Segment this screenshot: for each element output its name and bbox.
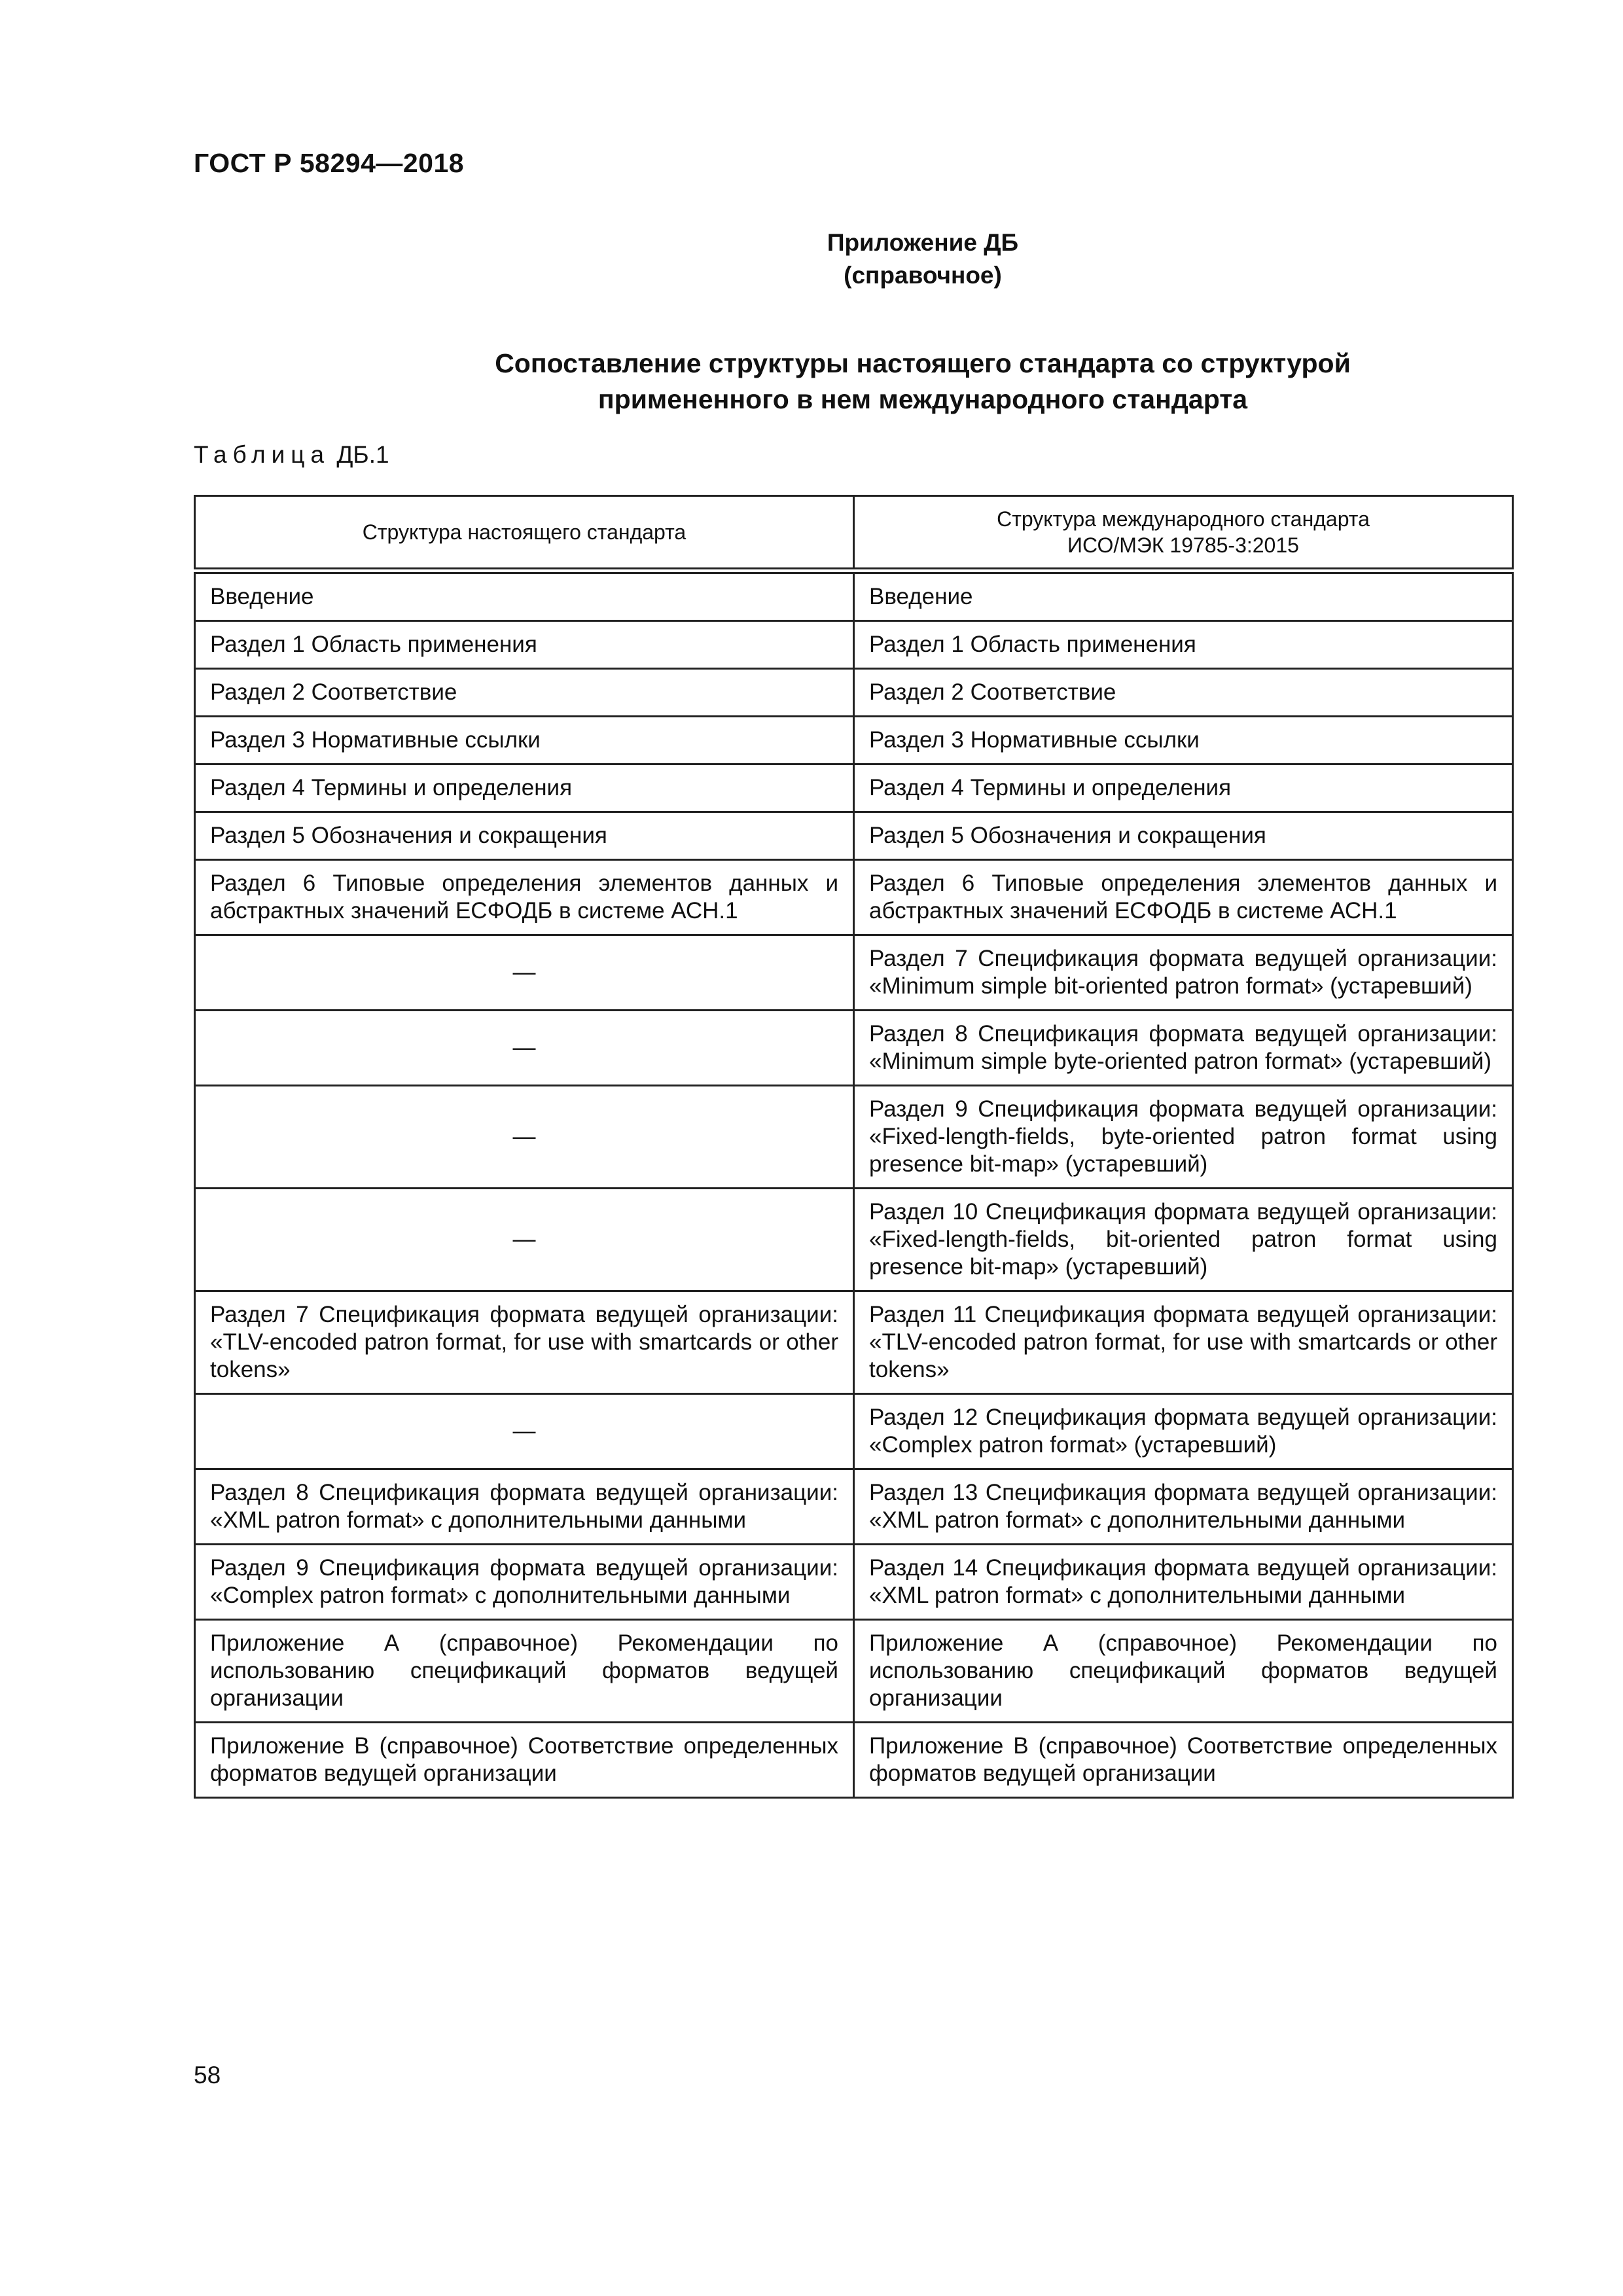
annex-subtitle: (справочное): [844, 262, 1002, 289]
cell-national: Раздел 7 Спецификация формата ведущей организации: «TLV-encoded patron format, for use with smartcards or other tokens»: [195, 1291, 854, 1394]
document-title: [0, 346, 1623, 418]
table-row: [195, 669, 1513, 717]
cell-national: Раздел 2 Соответствие: [195, 669, 854, 717]
cell-international: Раздел 8 Спецификация формата ведущей организации: «Minimum simple byte-oriented patron format» (устаревший): [854, 1011, 1513, 1086]
cell-national-empty: —: [195, 1394, 854, 1469]
table-row: [195, 1394, 1513, 1469]
column-header-international-line-2: ИСО/МЭК 19785-3:2015: [1067, 533, 1299, 557]
cell-national: Раздел 5 Обозначения и сокращения: [195, 812, 854, 860]
table-row: [195, 1086, 1513, 1189]
cell-international: Раздел 10 Спецификация формата ведущей организации: «Fixed-length-fields, bit-oriented patron format using presence bit-map» (устаревший): [854, 1189, 1513, 1291]
table-row: [195, 1723, 1513, 1798]
cell-international: Раздел 2 Соответствие: [854, 669, 1513, 717]
cell-international: Приложение В (справочное) Соответствие определенных форматов ведущей организации: [854, 1723, 1513, 1798]
table-row: [195, 812, 1513, 860]
table-row: [195, 1469, 1513, 1545]
table-row: [195, 1620, 1513, 1723]
cell-international: Раздел 4 Термины и определения: [854, 764, 1513, 812]
cell-national: Раздел 8 Спецификация формата ведущей организации: «XML patron format» с дополнительными данными: [195, 1469, 854, 1545]
table-row: [195, 571, 1513, 621]
cell-national: Раздел 3 Нормативные ссылки: [195, 717, 854, 764]
annex-title: Приложение ДБ: [827, 229, 1019, 256]
cell-national: Раздел 1 Область применения: [195, 621, 854, 669]
annex-heading: [0, 226, 1623, 292]
cell-national: Раздел 9 Спецификация формата ведущей организации: «Complex patron format» с дополнительными данными: [195, 1545, 854, 1620]
cell-international: Раздел 3 Нормативные ссылки: [854, 717, 1513, 764]
table-row: [195, 621, 1513, 669]
table-row: [195, 1189, 1513, 1291]
cell-national-empty: —: [195, 1086, 854, 1189]
cell-national: Раздел 4 Термины и определения: [195, 764, 854, 812]
table-header-row: [195, 496, 1513, 571]
column-header-national: Структура настоящего стандарта: [195, 496, 854, 571]
cell-international: Раздел 11 Спецификация формата ведущей организации: «TLV-encoded patron format, for use with smartcards or other tokens»: [854, 1291, 1513, 1394]
table-row: [195, 717, 1513, 764]
table-caption-word: Таблица: [194, 441, 330, 468]
cell-international: Раздел 12 Спецификация формата ведущей организации: «Complex patron format» (устаревший): [854, 1394, 1513, 1469]
document-code: ГОСТ Р 58294—2018: [194, 148, 465, 178]
table-row: [195, 764, 1513, 812]
cell-national: Приложение В (справочное) Соответствие определенных форматов ведущей организации: [195, 1723, 854, 1798]
column-header-international: [854, 496, 1513, 571]
table-row: [195, 935, 1513, 1011]
table-row: [195, 860, 1513, 935]
cell-international: Раздел 14 Спецификация формата ведущей организации: «XML patron format» с дополнительными данными: [854, 1545, 1513, 1620]
table-row: [195, 1011, 1513, 1086]
title-line-1: Сопоставление структуры настоящего стандарта со структурой: [495, 348, 1351, 378]
table-row: [195, 1545, 1513, 1620]
cell-international: Раздел 7 Спецификация формата ведущей организации: «Minimum simple bit-oriented patron format» (устаревший): [854, 935, 1513, 1011]
cell-international: Приложение А (справочное) Рекомендации по использованию спецификаций форматов ведущей организации: [854, 1620, 1513, 1723]
cell-international: Введение: [854, 571, 1513, 621]
cell-international: Раздел 5 Обозначения и сокращения: [854, 812, 1513, 860]
cell-international: Раздел 9 Спецификация формата ведущей организации: «Fixed-length-fields, byte-oriented patron format using presence bit-map» (устаревший): [854, 1086, 1513, 1189]
table-caption-number: ДБ.1: [336, 441, 389, 468]
page-number: 58: [194, 2062, 221, 2089]
table-row: [195, 1291, 1513, 1394]
cell-national-empty: —: [195, 1011, 854, 1086]
cell-international: Раздел 6 Типовые определения элементов данных и абстрактных значений ЕСФОДБ в системе АСН.1: [854, 860, 1513, 935]
structure-comparison-table: [194, 495, 1514, 1799]
cell-national: Введение: [195, 571, 854, 621]
title-line-2: примененного в нем международного стандарта: [597, 384, 1248, 414]
cell-international: Раздел 13 Спецификация формата ведущей организации: «XML patron format» с дополнительными данными: [854, 1469, 1513, 1545]
column-header-international-line-1: Структура международного стандарта: [997, 507, 1370, 531]
cell-national-empty: —: [195, 1189, 854, 1291]
table-caption: [194, 441, 389, 469]
cell-national: Раздел 6 Типовые определения элементов данных и абстрактных значений ЕСФОДБ в системе АСН.1: [195, 860, 854, 935]
cell-international: Раздел 1 Область применения: [854, 621, 1513, 669]
cell-national-empty: —: [195, 935, 854, 1011]
cell-national: Приложение А (справочное) Рекомендации по использованию спецификаций форматов ведущей организации: [195, 1620, 854, 1723]
